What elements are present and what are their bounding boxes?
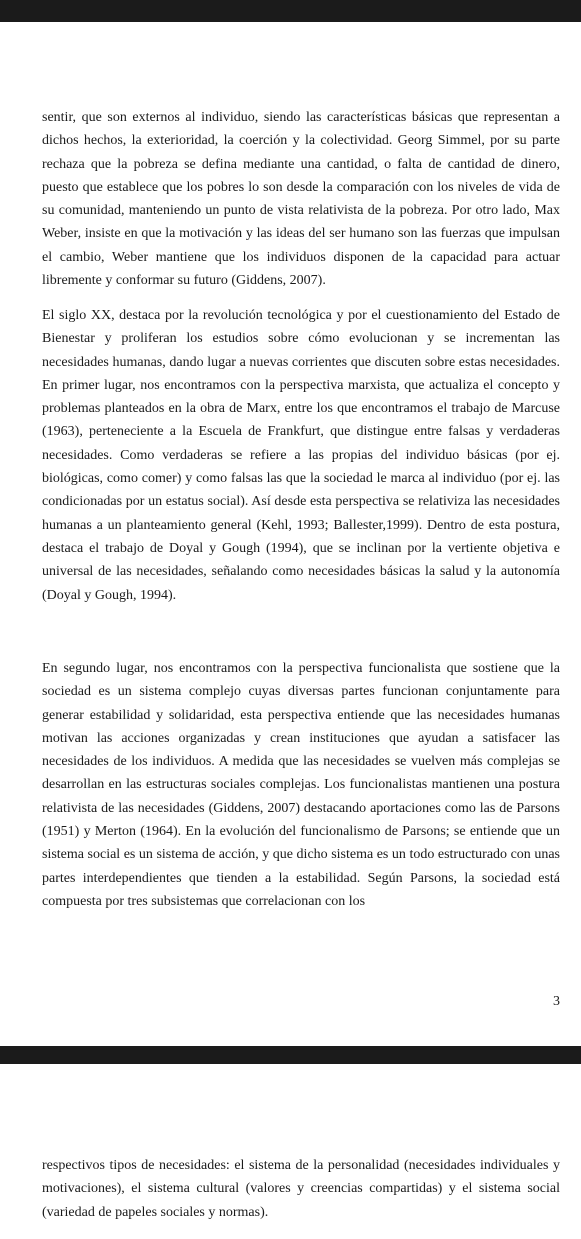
paragraph-4: respectivos tipos de necesidades: el sistema de la personalidad (necesidades individuales y motivaciones), el sistema cultural (valores y creencias compartidas) y el sistema social (variedad de papeles sociales y normas).: [42, 1158, 560, 1220]
page-number: 3: [553, 994, 560, 1009]
page-separator-bar: [0, 1046, 581, 1064]
paragraph-1: sentir, que son externos al individuo, siendo las características básicas que representan a dichos hechos, la exterioridad, la coerción y la colectividad. Georg Simmel, por su parte rechaza que la pobreza se defina mediante una cantidad, o falta de cantidad de dinero, puesto que establece que los pobres lo son desde la comparación con los niveles de vida de su comunidad, manteniendo un punto de vista relativista de la pobreza. Por otro lado, Max Weber, insiste en que la motivación y las ideas del ser humano son las fuerzas que impulsan el cambio, Weber mantiene que los individuos disponen de la capacidad para actuar libremente y conformar su futuro (Giddens, 2007).: [42, 110, 560, 289]
paragraph-2: El siglo XX, destaca por la revolución tecnológica y por el cuestionamiento del Estado de Bienestar y proliferan los estudios sobre cómo evolucionan y se incrementan las necesidades humanas, dando lugar a nuevas corrientes que discuten sobre estas necesidades. En primer lugar, nos encontramos con la perspectiva marxista, que actualiza el concepto y problemas planteados en la obra de Marx, entre los que encontramos el trabajo de Marcuse (1963), perteneciente a la Escuela de Frankfurt, que distingue entre falsas y verdaderas necesidades. Como verdaderas se refiere a las propias del individuo básicas (por ej. biológicas, como comer) y como falsas las que la sociedad le marca al individuo (por ej. las condicionadas por un estatus social). Así desde esta perspectiva se relativiza las necesidades humanas a un planteamiento general (Kehl, 1993; Ballester,1999). Dentro de esta postura, destaca el trabajo de Doyal y Gough (1994), que se inclinan por la vertiente objetiva e universal de las necesidades, señalando como necesidades básicas la salud y la autonomía (Doyal y Gough, 1994).: [42, 308, 560, 603]
document-page-1: [0, 22, 581, 1046]
document-page-2: [0, 1064, 581, 1239]
paragraph-3: En segundo lugar, nos encontramos con la perspectiva funcionalista que sostiene que la sociedad es un sistema complejo cuyas diversas partes funcionan conjuntamente para generar estabilidad y solidaridad, esta perspectiva entiende que las necesidades humanas motivan las acciones organizadas y crean instituciones que ayudan a satisfacer las necesidades de los individuos. A medida que las necesidades se vuelven más complejas se desarrollan en las estructuras sociales complejas. Los funcionalistas mantienen una postura relativista de las necesidades (Giddens, 2007) destacando aportaciones como las de Parsons (1951) y Merton (1964). En la evolución del funcionalismo de Parsons; se entiende que un sistema social es un sistema de acción, y que dicho sistema es un todo estructurado con unas partes interdependientes que tienden a la estabilidad. Según Parsons, la sociedad está compuesta por tres subsistemas que correlacionan con los: [42, 661, 560, 909]
top-dark-bar: [0, 0, 581, 22]
